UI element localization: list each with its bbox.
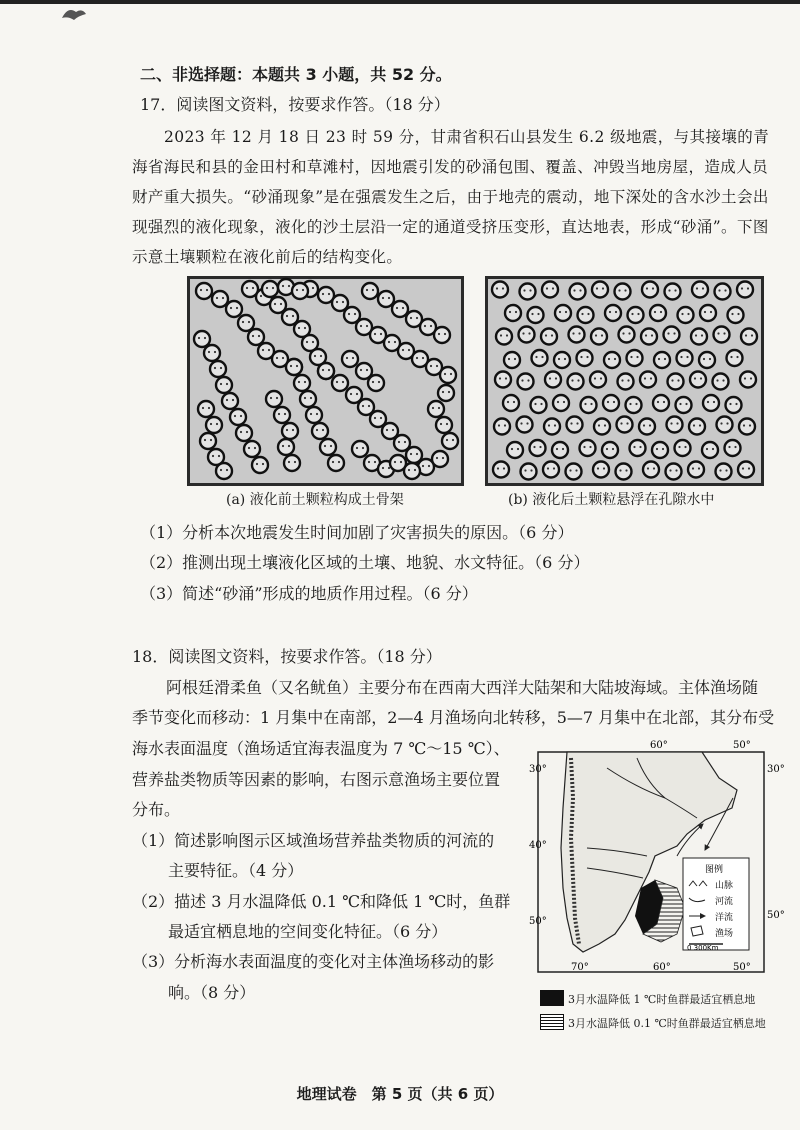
map-bottom-lon-60: 60° [653, 962, 671, 973]
soil-particle-a-39 [236, 425, 252, 441]
soil-particle-b-86 [543, 462, 559, 478]
soil-particle-b-92 [688, 462, 704, 478]
figure-b-caption: (b) 液化后土颗粒悬浮在孔隙水中 [508, 492, 715, 508]
soil-particle-b-89 [616, 464, 632, 480]
soil-particle-a-46 [312, 423, 328, 439]
soil-particle-b-70 [667, 417, 683, 433]
figure-a-soil-skeleton [187, 276, 464, 486]
soil-particle-b-90 [643, 462, 659, 478]
key-1c-swatch [540, 990, 564, 1006]
map-bottom-lon-70: 70° [571, 962, 589, 973]
soil-particle-b-61 [703, 395, 719, 411]
map-left-lat-50: 50° [529, 916, 547, 927]
key-1c-label: 3月水温降低 1 ℃时鱼群最适宜栖息地 [568, 993, 756, 1006]
soil-particle-a-1 [212, 291, 228, 307]
soil-particle-b-28 [664, 327, 680, 343]
legend-title: 图例 [705, 865, 724, 875]
map-right-lat-30: 30° [767, 764, 785, 775]
soil-particle-b-69 [639, 419, 655, 435]
soil-particle-b-23 [541, 329, 557, 345]
soil-particle-a-29 [392, 301, 408, 317]
soil-particle-b-57 [603, 395, 619, 411]
soil-particle-b-39 [677, 350, 693, 366]
soil-particle-a-37 [222, 393, 238, 409]
q18-para-line3: 海水表面温度（渔场适宜海表温度为 7 ℃～15 ℃）、 [132, 739, 510, 758]
soil-particle-b-6 [642, 282, 658, 298]
soil-particle-a-41 [252, 457, 268, 473]
soil-particle-b-44 [545, 372, 561, 388]
soil-particle-b-81 [675, 440, 691, 456]
soil-particle-a-4 [248, 329, 264, 345]
figure-a-particles [190, 279, 461, 483]
soil-particle-b-88 [593, 462, 609, 478]
soil-particle-b-84 [493, 462, 509, 478]
soil-particle-b-38 [654, 352, 670, 368]
soil-particle-a-2 [226, 301, 242, 317]
soil-particle-b-30 [714, 327, 730, 343]
soil-particle-b-22 [519, 327, 535, 343]
soil-particle-a-0 [196, 283, 212, 299]
soil-particle-b-59 [653, 395, 669, 411]
key-0-1c-swatch [540, 1014, 564, 1030]
soil-particle-a-81 [342, 351, 358, 367]
soil-particle-b-77 [580, 440, 596, 456]
soil-particle-b-68 [617, 417, 633, 433]
soil-particle-b-83 [725, 440, 741, 456]
q18-sub1-line2: 主要特征。（4 分） [168, 861, 304, 880]
soil-particle-b-76 [552, 442, 568, 458]
scan-mark-icon [58, 4, 90, 24]
soil-particle-b-80 [652, 442, 668, 458]
soil-particle-a-47 [320, 439, 336, 455]
q17-sub2: （2）推测出现土壤液化区域的土壤、地貌、水文特征。（6 分） [140, 553, 590, 572]
soil-particle-b-12 [528, 307, 544, 323]
q17-paragraph: 2023 年 12 月 18 日 23 时 59 分，甘肃省积石山县发生 6.2 级地震，与其接壤的青海省海民和县的金田村和草滩村，因地震引发的砂涌包围、覆盖、冲毁当地房屋，造成人员财产重大损失。“砂涌现象”是在强震发生之后，由于地壳的震动，地下深处的含水沙土会出现强烈的液化现象，液化的沙土层沿一定的通道受挤压变形，直达地表，形成“砂涌”。下图示意土壤颗粒在液化前后的结构变化。 [132, 128, 770, 266]
q18-sub2-line1: （2）描述 3 月水温降低 0.1 ℃和降低 1 ℃时，鱼群 [132, 892, 511, 911]
soil-particle-b-52 [740, 372, 756, 388]
map-top-lon-50: 50° [733, 740, 751, 751]
soil-particle-a-80 [292, 283, 308, 299]
q17-sub3: （3）简述“砂涌”形成的地质作用过程。（6 分） [140, 584, 478, 603]
soil-particle-a-76 [428, 401, 444, 417]
legend-river: 河流 [715, 897, 734, 907]
figure-b-particles [488, 279, 761, 483]
soil-particle-b-79 [630, 440, 646, 456]
soil-particle-a-74 [442, 433, 458, 449]
soil-particle-a-62 [216, 463, 232, 479]
q17-title: 17．阅读图文资料，按要求作答。（18 分） [140, 95, 450, 114]
soil-particle-b-53 [503, 395, 519, 411]
page-footer: 地理试卷 第 5 页（共 6 页） [296, 1085, 504, 1103]
soil-particle-b-66 [567, 417, 583, 433]
soil-particle-a-75 [436, 417, 452, 433]
soil-particle-b-24 [569, 327, 585, 343]
fishery-map [529, 738, 785, 975]
figure-b-suspended-soil [485, 276, 764, 486]
soil-particle-b-5 [615, 284, 631, 300]
soil-particle-a-27 [362, 283, 378, 299]
soil-particle-a-44 [300, 391, 316, 407]
soil-particle-b-67 [594, 419, 610, 435]
q18-sub3-line2: 响。（8 分） [168, 983, 256, 1002]
soil-particle-b-36 [604, 352, 620, 368]
soil-particle-a-49 [318, 363, 334, 379]
soil-particle-b-42 [495, 372, 511, 388]
q18-para-line4: 营养盐类物质等因素的影响，右图示意渔场主要位置 [132, 770, 501, 789]
soil-particle-b-85 [521, 464, 537, 480]
soil-particle-b-25 [591, 329, 607, 345]
soil-particle-a-58 [198, 401, 214, 417]
soil-particle-b-62 [726, 397, 742, 413]
soil-particle-a-26 [440, 367, 456, 383]
soil-particle-b-73 [739, 419, 755, 435]
soil-particle-b-64 [517, 417, 533, 433]
soil-particle-a-28 [378, 291, 394, 307]
soil-particle-a-73 [432, 451, 448, 467]
soil-particle-b-46 [590, 372, 606, 388]
soil-particle-a-34 [204, 345, 220, 361]
figure-a-caption: (a) 液化前土颗粒构成土骨架 [226, 492, 404, 508]
q18-para-line2: 季节变化而移动：1 月集中在南部，2—4 月渔场向北转移，5—7 月集中在北部，其分布受 [132, 708, 775, 727]
soil-particle-b-0 [492, 282, 508, 298]
soil-particle-b-17 [650, 305, 666, 321]
soil-particle-a-63 [266, 391, 282, 407]
soil-particle-b-50 [690, 372, 706, 388]
soil-particle-b-26 [619, 327, 635, 343]
section-title: 二、非选择题：本题共 3 小题，共 52 分。 [140, 65, 452, 84]
key-0-1c-label: 3月水温降低 0.1 ℃时鱼群最适宜栖息地 [568, 1017, 766, 1030]
soil-particle-b-43 [518, 374, 534, 390]
legend-scale: 0 300Km [687, 944, 719, 952]
soil-particle-b-56 [581, 397, 597, 413]
soil-particle-b-4 [592, 282, 608, 298]
soil-particle-b-16 [628, 307, 644, 323]
soil-particle-b-8 [692, 282, 708, 298]
soil-particle-b-54 [531, 397, 547, 413]
soil-particle-a-33 [194, 331, 210, 347]
soil-particle-a-35 [210, 361, 226, 377]
q18-sub1-line1: （1）简述影响图示区域渔场营养盐类物质的河流的 [132, 831, 495, 850]
soil-particle-b-27 [641, 329, 657, 345]
soil-particle-b-9 [715, 284, 731, 300]
soil-particle-a-3 [238, 315, 254, 331]
map-top-lon-60: 60° [650, 740, 668, 751]
soil-particle-b-18 [678, 307, 694, 323]
soil-particle-b-40 [699, 352, 715, 368]
soil-particle-a-66 [278, 439, 294, 455]
soil-particle-b-35 [577, 350, 593, 366]
soil-particle-a-59 [206, 417, 222, 433]
q18-para-line1: 阿根廷滑柔鱼（又名鱿鱼）主要分布在西南大西洋大陆架和大陆坡海域。主体渔场随 [166, 678, 759, 697]
soil-particle-b-51 [713, 374, 729, 390]
soil-particle-a-78 [262, 281, 278, 297]
soil-particle-b-33 [532, 350, 548, 366]
soil-particle-b-15 [605, 305, 621, 321]
soil-particle-b-48 [640, 372, 656, 388]
soil-particle-b-72 [717, 417, 733, 433]
soil-particle-a-38 [230, 409, 246, 425]
soil-particle-b-20 [728, 307, 744, 323]
soil-particle-b-60 [676, 397, 692, 413]
soil-particle-b-1 [520, 284, 536, 300]
soil-particle-b-14 [578, 307, 594, 323]
map-bottom-lon-50: 50° [733, 962, 751, 973]
soil-particle-b-78 [602, 442, 618, 458]
legend-mountain: 山脉 [715, 881, 734, 891]
map-left-lat-30: 30° [529, 764, 547, 775]
top-border [0, 0, 800, 4]
soil-particle-b-94 [738, 462, 754, 478]
soil-particle-b-2 [542, 282, 558, 298]
q17-sub1: （1）分析本次地震发生时间加剧了灾害损失的原因。（6 分） [140, 523, 574, 542]
soil-particle-a-43 [294, 375, 310, 391]
soil-particle-b-74 [507, 442, 523, 458]
soil-particle-a-42 [286, 359, 302, 375]
soil-particle-a-65 [282, 423, 298, 439]
soil-particle-a-83 [368, 375, 384, 391]
soil-particle-a-72 [404, 463, 420, 479]
soil-particle-a-45 [306, 407, 322, 423]
soil-particle-b-49 [668, 374, 684, 390]
soil-particle-b-29 [691, 329, 707, 345]
map-left-lat-40: 40° [529, 840, 547, 851]
map-right-lat-50: 50° [767, 910, 785, 921]
soil-particle-b-45 [568, 374, 584, 390]
soil-particle-b-93 [716, 464, 732, 480]
q18-sub3-line1: （3）分析海水表面温度的变化对主体渔场移动的影 [132, 952, 495, 971]
soil-particle-b-65 [544, 419, 560, 435]
soil-particle-b-63 [494, 419, 510, 435]
soil-particle-b-34 [554, 352, 570, 368]
soil-particle-b-58 [626, 397, 642, 413]
soil-particle-b-37 [627, 350, 643, 366]
soil-particle-a-40 [244, 441, 260, 457]
soil-particle-a-77 [438, 385, 454, 401]
q18-sub2-line2: 最适宜栖息地的空间变化特征。（6 分） [168, 922, 448, 941]
soil-particle-a-48 [328, 455, 344, 471]
soil-particle-a-36 [216, 377, 232, 393]
soil-particle-b-41 [727, 350, 743, 366]
soil-particle-b-91 [666, 464, 682, 480]
soil-particle-a-67 [284, 455, 300, 471]
soil-particle-a-68 [352, 441, 368, 457]
soil-particle-b-32 [504, 352, 520, 368]
soil-particle-b-75 [530, 440, 546, 456]
soil-particle-b-10 [737, 282, 753, 298]
soil-particle-b-47 [618, 374, 634, 390]
soil-particle-b-55 [553, 395, 569, 411]
soil-particle-a-60 [200, 433, 216, 449]
soil-particle-b-19 [700, 305, 716, 321]
soil-particle-b-71 [689, 419, 705, 435]
soil-particle-b-82 [702, 442, 718, 458]
q18-para-line5: 分布。 [132, 800, 181, 819]
soil-particle-a-64 [274, 407, 290, 423]
soil-particle-b-3 [570, 284, 586, 300]
q18-title: 18．阅读图文资料，按要求作答。（18 分） [132, 647, 442, 666]
soil-particle-a-32 [434, 327, 450, 343]
legend-current: 洋流 [715, 913, 734, 923]
soil-particle-b-21 [496, 329, 512, 345]
soil-particle-b-11 [505, 305, 521, 321]
soil-particle-a-50 [332, 375, 348, 391]
soil-particle-b-31 [741, 329, 757, 345]
soil-particle-b-13 [555, 305, 571, 321]
legend-fishery: 渔场 [715, 929, 734, 939]
soil-particle-b-7 [665, 284, 681, 300]
soil-particle-b-87 [566, 464, 582, 480]
